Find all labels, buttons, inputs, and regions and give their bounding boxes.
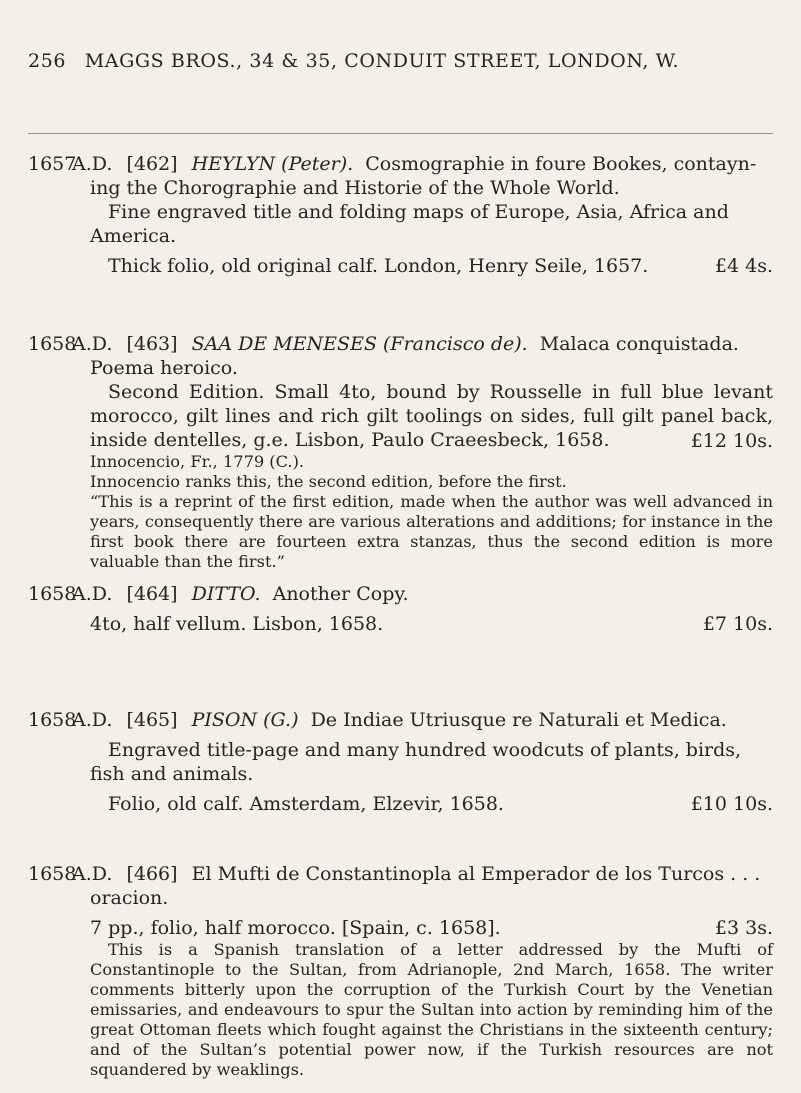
entry-number: [463]: [126, 333, 178, 355]
running-title: MAGGS BROS., 34 & 35, CONDUIT STREET, LONDON, W.: [84, 50, 680, 72]
entry-number: [464]: [126, 583, 178, 605]
entry-author: SAA DE MENESES (Francisco de).: [191, 333, 528, 355]
entry-description: Engraved title-page and many hundred woodcuts of plants, birds, fish and animals.: [90, 739, 742, 785]
entry-format-line: [90, 792, 773, 816]
entry-heading: [28, 332, 773, 356]
entry-number: [462]: [126, 153, 178, 175]
entry-author: PISON (G.): [191, 709, 299, 731]
catalogue-entry-466: [28, 862, 773, 1080]
entry-reference: Innocencio, Fr., 1779 (C.).: [90, 452, 305, 471]
entry-format: Folio, old calf. Amsterdam, Elzevir, 1658.: [108, 793, 504, 815]
entry-title: El Mufti de Constantinopla al Emperador de los Turcos . . .: [191, 863, 761, 885]
entry-heading: [28, 708, 773, 732]
entry-price: £3 3s.: [714, 917, 773, 939]
entry-title: Another Copy.: [272, 583, 409, 605]
entry-format: Thick folio, old original calf. London, Henry Seile, 1657.: [108, 255, 649, 277]
entry-title-continued: Poema heroico.: [90, 357, 238, 379]
entry-title: Malaca conquistada.: [539, 333, 739, 355]
entry-year: 1657: [28, 153, 77, 175]
entry-year: 1658: [28, 863, 77, 885]
entry-format-line: [90, 612, 773, 636]
entry-heading: [28, 152, 773, 176]
entry-title-continued: ing the Chorographie and Historie of the Whole World.: [90, 177, 620, 199]
entry-year: 1658: [28, 583, 77, 605]
entry-title-continued: oracion.: [90, 887, 169, 909]
entry-note: Innocencio ranks this, the second edition, before the first.: [90, 472, 567, 491]
entry-price: £4 4s.: [714, 255, 773, 277]
catalogue-entry-462: [28, 152, 773, 278]
entry-format: 7 pp., folio, half morocco. [Spain, c. 1658].: [90, 917, 501, 939]
entry-ad: A.D.: [72, 863, 113, 885]
entry-binding: Second Edition. Small 4to, bound by Rousselle in full blue levant morocco, gilt lines and rich gilt toolings on sides, full gilt panel back, inside dentelles, g.e. Lisbon, Paulo Craeesbeck, 1658.: [90, 381, 773, 451]
entry-year: 1658: [28, 709, 77, 731]
entry-ad: A.D.: [72, 153, 113, 175]
entry-price: £12 10s.: [690, 430, 773, 452]
entry-title: Cosmographie in foure Bookes, contayn-: [365, 153, 757, 175]
entry-heading: [28, 862, 773, 886]
entry-quote: “This is a reprint of the first edition, made when the author was well advanced in years, consequently there are various alterations and additions; for instance in the first book there are fourteen extra stanzas, thus the second edition is more valuable than the first.”: [90, 492, 773, 571]
entry-format-line: [90, 254, 773, 278]
entry-price: £7 10s.: [702, 613, 773, 635]
catalogue-entry-464: [28, 582, 773, 636]
entry-ad: A.D.: [72, 709, 113, 731]
entry-year: 1658: [28, 333, 77, 355]
entry-ad: A.D.: [72, 583, 113, 605]
entry-number: [466]: [126, 863, 178, 885]
page-number: 256: [28, 50, 67, 72]
entry-description: Fine engraved title and folding maps of Europe, Asia, Africa and America.: [90, 201, 729, 247]
running-header: [28, 50, 773, 72]
entry-heading: [28, 582, 773, 606]
catalogue-entry-463: [28, 332, 773, 572]
entry-price: £10 10s.: [690, 793, 773, 815]
entry-number: [465]: [126, 709, 178, 731]
entry-author: DITTO.: [191, 583, 261, 605]
entry-note: This is a Spanish translation of a letter addressed by the Mufti of Constantinople to the Sultan, from Adrianople, 2nd March, 1658. The writer comments bitterly upon the corruption of the Turkish Court by the Venetian emissaries, and endeavours to spur the Sultan into action by reminding him of the great Ottoman fleets which fought against the Christians in the sixteenth century; and of the Sultan’s potential power now, if the Turkish resources are not squandered by weaklings.: [90, 940, 773, 1079]
header-rule: [28, 133, 773, 134]
entry-format: 4to, half vellum. Lisbon, 1658.: [90, 613, 384, 635]
entry-author: HEYLYN (Peter).: [191, 153, 354, 175]
entry-ad: A.D.: [72, 333, 113, 355]
entry-format-line: [90, 916, 773, 940]
catalogue-entry-465: [28, 708, 773, 816]
entry-title: De Indiae Utriusque re Naturali et Medica.: [310, 709, 727, 731]
